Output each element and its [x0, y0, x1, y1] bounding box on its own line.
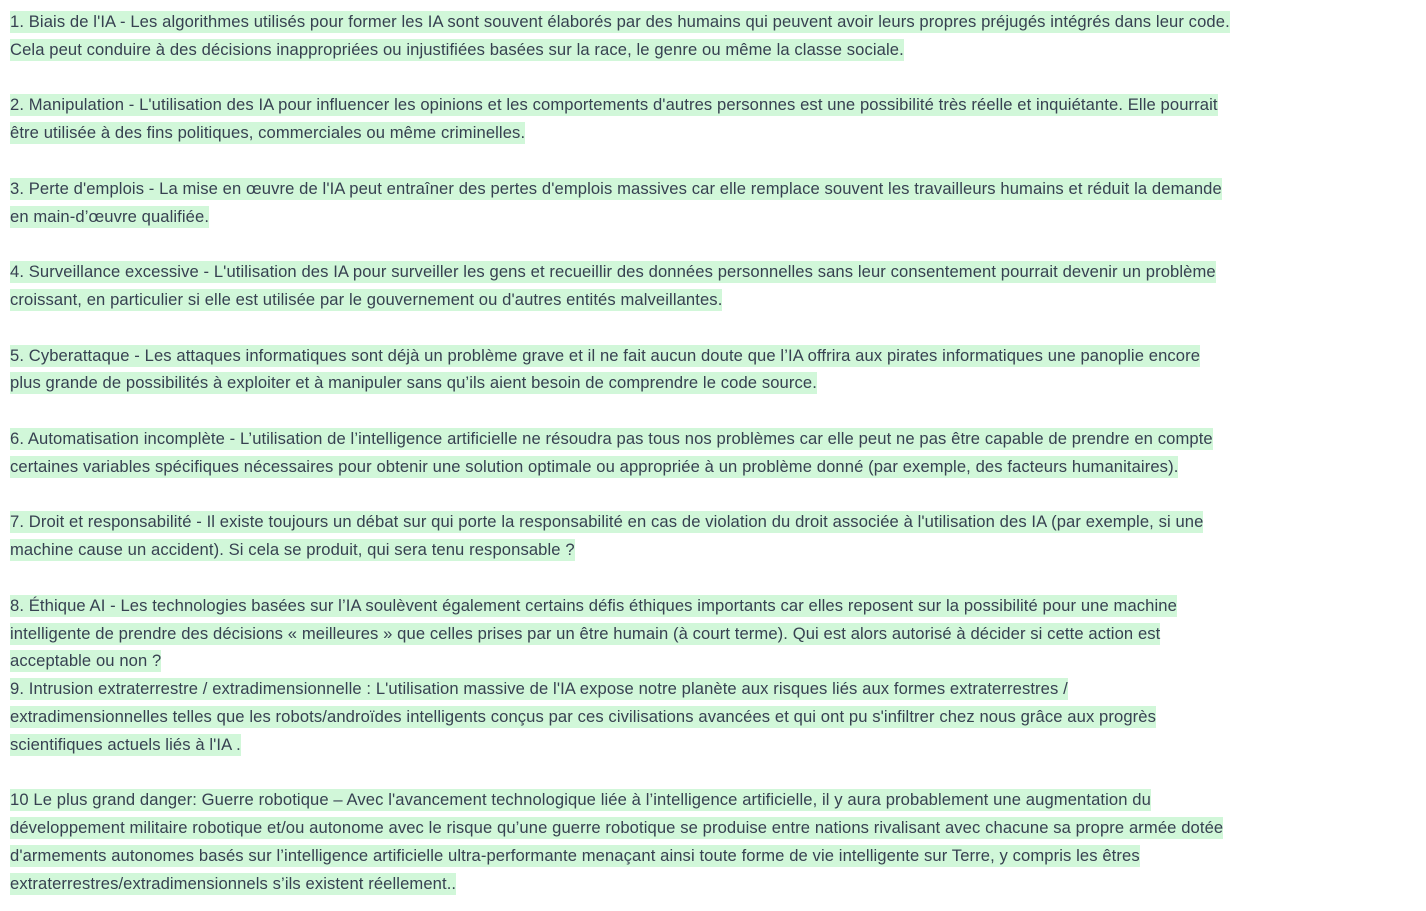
text-line: être utilisée à des fins politiques, commerciales ou même criminelles.: [10, 123, 526, 143]
text-line: intelligente de prendre des décisions « meilleures » que celles prises par un être humain (à court terme). Qui est alors autorisé à décider si cette action est: [10, 623, 1161, 643]
text-line: en main-d’œuvre qualifiée.: [10, 206, 210, 226]
text-line: machine cause un accident). Si cela se produit, qui sera tenu responsable ?: [10, 540, 575, 560]
text-line: 6. Automatisation incomplète - L’utilisation de l’intelligence artificielle ne résoudra pas tous nos problèmes car elle peut ne pas être capable de prendre en compte: [10, 428, 1213, 448]
text-line: développement militaire robotique et/ou autonome avec le risque qu’une guerre robotique se produise entre nations rivalisant avec chacune sa propre armée dotée: [10, 818, 1224, 838]
paragraph-robotic-war: [10, 786, 1410, 897]
paragraph-law-responsibility: [10, 508, 1410, 564]
text-line: d'armements autonomes basés sur l’intelligence artificielle ultra-performante menaçant ainsi toute forme de vie intelligente sur Terre, y compris les êtres: [10, 845, 1140, 865]
text-line: 9. Intrusion extraterrestre / extradimensionnelle : L'utilisation massive de l'IA expose notre planète aux risques liés aux formes extraterrestres /: [10, 679, 1068, 699]
text-line: 3. Perte d'emplois - La mise en œuvre de l'IA peut entraîner des pertes d'emplois massives car elle remplace souvent les travailleurs humains et réduit la demande: [10, 178, 1222, 198]
text-line: 1. Biais de l'IA - Les algorithmes utilisés pour former les IA sont souvent élaborés par des humains qui peuvent avoir leurs propres préjugés intégrés dans leur code.: [10, 12, 1230, 31]
text-line: plus grande de possibilités à exploiter et à manipuler sans qu’ils aient besoin de comprendre le code source.: [10, 373, 817, 393]
text-line: 8. Éthique AI - Les technologies basées sur l’IA soulèvent également certains défis éthiques importants car elles reposent sur la possibilité pour une machine: [10, 595, 1177, 615]
text-line: extradimensionnelles telles que les robots/androïdes intelligents conçus par ces civilisations avancées et qui ont pu s'infiltrer chez nous grâce aux progrès: [10, 706, 1157, 726]
text-line: Cela peut conduire à des décisions inappropriées ou injustifiées basées sur la race, le genre ou même la classe sociale.: [10, 39, 904, 59]
text-line: scientifiques actuels liés à l'IA .: [10, 734, 241, 754]
text-line: certaines variables spécifiques nécessaires pour obtenir une solution optimale ou appropriée à un problème donné (par exemple, des facteurs humanitaires).: [10, 456, 1179, 476]
paragraph-ai-bias: [10, 8, 1410, 64]
paragraph-job-loss: [10, 175, 1410, 231]
document-body: [10, 8, 1410, 898]
paragraph-incomplete-automation: [10, 425, 1410, 481]
text-line: croissant, en particulier si elle est utilisée par le gouvernement ou d'autres entités malveillantes.: [10, 289, 723, 309]
text-line: 4. Surveillance excessive - L'utilisation des IA pour surveiller les gens et recueillir des données personnelles sans leur consentement pourrait devenir un problème: [10, 262, 1216, 282]
text-line: 5. Cyberattaque - Les attaques informatiques sont déjà un problème grave et il ne fait aucun doute que l’IA offrira aux pirates informatiques une panoplie encore: [10, 345, 1201, 365]
text-line: 10 Le plus grand danger: Guerre robotique – Avec l'avancement technologique liée à l’intelligence artificielle, il y aura probablement une augmentation du: [10, 790, 1151, 810]
paragraph-surveillance: [10, 258, 1410, 314]
text-line: extraterrestres/extradimensionnels s’ils existent réellement..: [10, 873, 457, 893]
paragraph-manipulation: [10, 91, 1410, 147]
text-line: acceptable ou non ?: [10, 651, 162, 671]
text-line: 7. Droit et responsabilité - Il existe toujours un débat sur qui porte la responsabilité en cas de violation du droit associée à l'utilisation des IA (par exemple, si une: [10, 512, 1204, 532]
paragraph-ethics-and-intrusion: [10, 592, 1410, 759]
text-line: 2. Manipulation - L'utilisation des IA pour influencer les opinions et les comportements d'autres personnes est une possibilité très réelle et inquiétante. Elle pourrait: [10, 95, 1218, 115]
paragraph-cyberattack: [10, 342, 1410, 398]
